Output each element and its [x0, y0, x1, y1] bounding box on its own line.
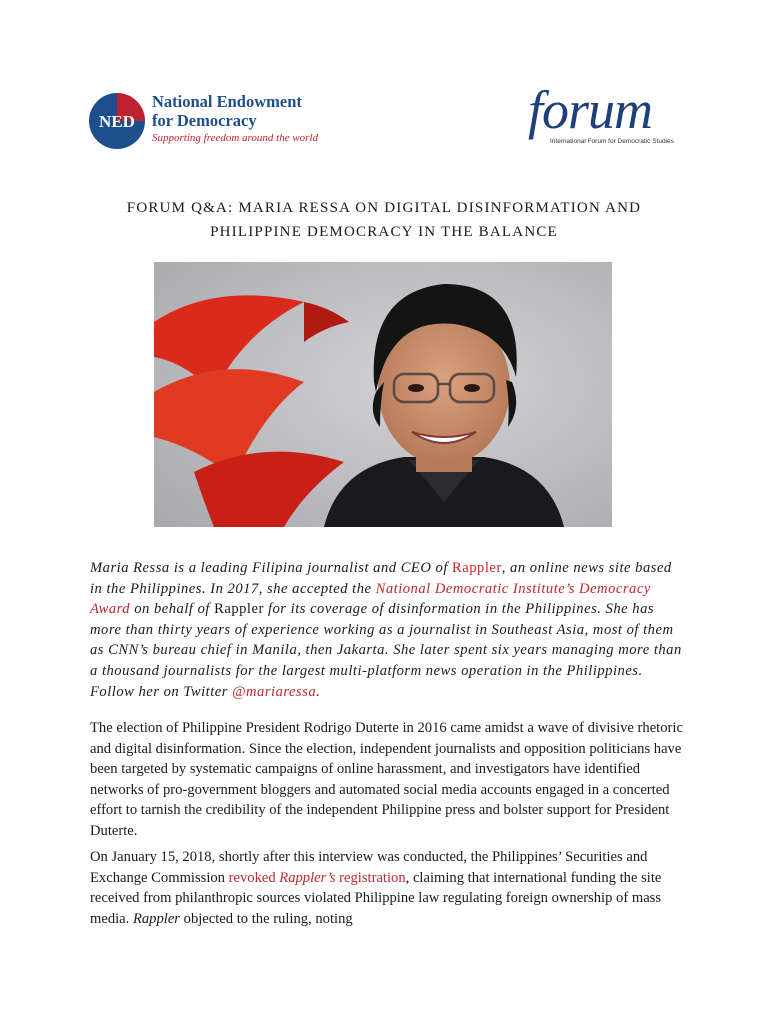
portrait-photo: [154, 262, 612, 527]
sec-text-3: objected to the ruling, noting: [180, 910, 353, 927]
bio-text-3: on behalf of: [130, 601, 215, 618]
ned-emblem-icon: [88, 92, 146, 150]
bio-text-2: , an online news site based in the Philippines. In 2017, she accepted the: [90, 560, 672, 597]
ndi-award-link[interactable]: National Democratic Institute’s Democracy Award: [90, 580, 651, 618]
twitter-handle-link[interactable]: @mariaressa: [232, 683, 317, 700]
rappler-link[interactable]: Rappler: [452, 560, 502, 576]
bio-text-4: for its coverage of disinformation in the Philippines. She has more than thirty years of experience working as a journalist in Southeast Asia, most of them as CNN’s bureau chief in Manila, then Jakarta. She later spent six years managing more than a thousand journalists for the largest multi-platform news operation in the Philippines. Follow her on Twitter: [90, 601, 682, 700]
ned-logo: [88, 90, 318, 150]
rappler-name: Rappler: [214, 601, 264, 618]
title-line-1: FORUM Q&A: MARIA RESSA ON DIGITAL DISINFORMATION AND: [126, 200, 642, 216]
intro-paragraph-text: The election of Philippine President Rodrigo Duterte in 2016 came amidst a wave of divisive rhetoric and digital disinformation. Since the election, independent journalists and opposition politicians have been targeted by systematic campaigns of online harassment, and investigators have identified networks of pro-government bloggers and automated social media accounts engaged in a concerted effort to tarnish the credibility of the independent Philippine press and bolster support for President Duterte.: [90, 720, 683, 839]
ned-tagline: Supporting freedom around the world: [152, 132, 319, 144]
intro-paragraph: [90, 718, 684, 842]
ned-initials: NED: [99, 112, 135, 131]
revoked-registration-link[interactable]: revoked Rappler’s registration: [228, 869, 406, 886]
title-line-2: PHILIPPINE DEMOCRACY IN THE BALANCE: [210, 224, 558, 240]
page-title: [60, 196, 708, 244]
author-bio: [90, 558, 684, 702]
sec-text-2: , claiming that international funding the site received from philanthropic sources violated Philippine law regulating foreign ownership of mass media.: [90, 869, 662, 927]
bio-text-1: Maria Ressa is a leading Filipina journalist and CEO of: [90, 560, 453, 576]
ned-name-line2: for Democracy: [152, 111, 257, 130]
forum-wordmark: forum: [528, 80, 653, 140]
forum-logo: [528, 80, 680, 152]
sec-text-1: On January 15, 2018, shortly after this interview was conducted, the Philippines’ Securities and Exchange Commission: [90, 849, 648, 886]
sec-paragraph: [90, 847, 684, 929]
rappler-italic: Rappler: [132, 910, 180, 927]
ned-name-line1: National Endowment: [152, 92, 302, 111]
bio-text-5: .: [316, 683, 321, 700]
forum-subtitle: International Forum for Democratic Studies: [550, 138, 674, 145]
